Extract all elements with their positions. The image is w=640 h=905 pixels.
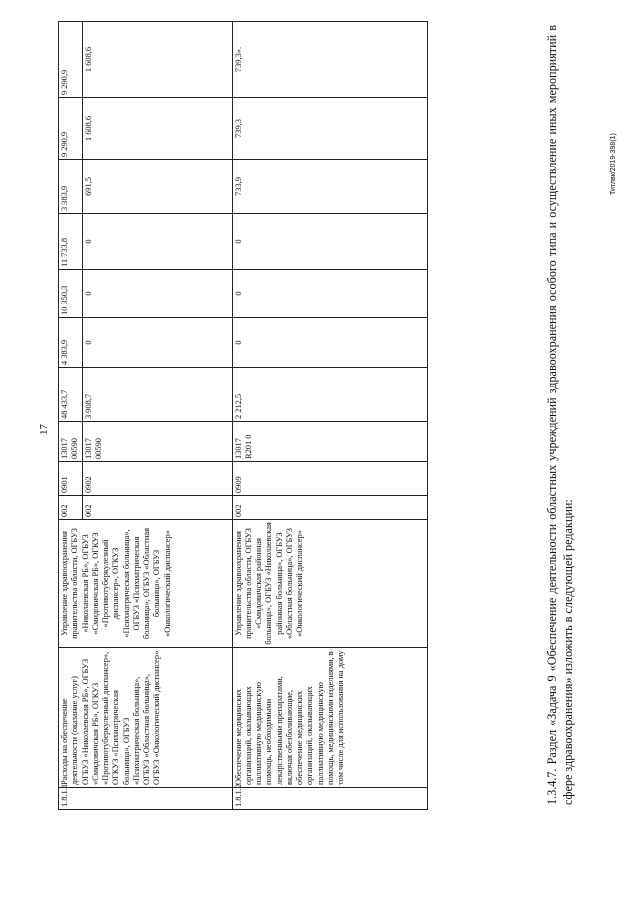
value-cell: 0	[232, 318, 427, 368]
value-cell: 0	[82, 318, 232, 368]
grbs-cell: 002	[82, 496, 232, 520]
value-cell: 9 290,9	[59, 22, 83, 98]
table-row	[232, 22, 427, 810]
value-cell: 1 608,6	[82, 98, 232, 160]
row-code: 1.8.1.1	[59, 788, 233, 810]
csr-cell: 13017 R201 0	[232, 422, 427, 462]
row-executor: Управление здравоохранения правительства области, ОГБУЗ «Николаевская РБ», ОГБУЗ «Смидовичская РБ», ОГКУЗ «Противотуберкулезный диспансер», ОГКУЗ «Психиатрическая больница», ОГБУЗ «Психиатрическая больница», ОГБУЗ «Областная больница», ОГБУЗ «Онкологический диспансер»	[59, 520, 233, 648]
value-cell: 9 290,9	[59, 98, 83, 160]
grbs-cell: 002	[59, 496, 83, 520]
csr-cell: 13017 00590	[59, 422, 83, 462]
value-cell: 0	[232, 214, 427, 270]
value-cell: 691,5	[82, 160, 232, 214]
rz-cell: 0909	[232, 462, 427, 496]
value-cell: 11 733,8	[59, 214, 83, 270]
value-cell: 0	[232, 270, 427, 318]
total-cell: 3 908,7	[82, 368, 232, 422]
value-cell: 3 383,9	[59, 160, 83, 214]
footer-code: Титлвк/2019-398(1)	[610, 133, 617, 195]
value-cell: 739,3».	[232, 22, 427, 98]
csr-cell: 13017 00590	[82, 422, 232, 462]
value-cell: 733,9	[232, 160, 427, 214]
rz-cell: 0902	[82, 462, 232, 496]
value-cell: 4 383,9	[59, 318, 83, 368]
grbs-cell: 002	[232, 496, 427, 520]
rz-cell: 0901	[59, 462, 83, 496]
row-name: Обеспечение медицинских организаций, оказывающих паллиативную медицинскую помощь, необходимыми лекарственными препаратами, включая обезболивающие, обеспечение медицинских организаций, оказывающих паллиативную медицинскую помощь, медицинскими изделиями, в том числе для использования на дому	[232, 648, 427, 788]
row-code: 1.8.1.2	[232, 788, 427, 810]
total-cell: 2 212,5	[232, 368, 427, 422]
total-cell: 48 433,7	[59, 368, 83, 422]
section-heading: 1.3.4.7. Раздел «Задача 9 «Обеспечение деятельности областных учреждений здравоохранения особого типа и осуществление иных мероприятий в сфере здравоохранения» изложить в следующей редакции:	[545, 25, 575, 805]
value-cell: 0	[82, 270, 232, 318]
table-row	[59, 22, 83, 810]
value-cell: 739,3	[232, 98, 427, 160]
budget-table	[58, 21, 428, 810]
page-number: 17	[38, 424, 50, 435]
value-cell: 0	[82, 214, 232, 270]
value-cell: 1 608,6	[82, 22, 232, 98]
row-name: Расходы на обеспечение деятельности (оказание услуг) ОГБУЗ «Николаевская РБ», ОГБУЗ «Смидовичская РБ», ОГКУЗ «Противотуберкулезный диспансер», ОГКУЗ «Психиатрическая больница», ОГБУЗ «Психиатрическая больница», ОГБУЗ «Областная больница», ОГБУЗ «Онкологический диспансер»	[59, 648, 233, 788]
value-cell: 10 350,3	[59, 270, 83, 318]
row-executor: Управление здравоохранения правительства области, ОГБУЗ «Смидовичская районная больница», ОГБУЗ «Николаевская районная больница», ОГБУЗ «Областная больница», ОГБУЗ «Онкологический диспансер»	[232, 520, 427, 648]
